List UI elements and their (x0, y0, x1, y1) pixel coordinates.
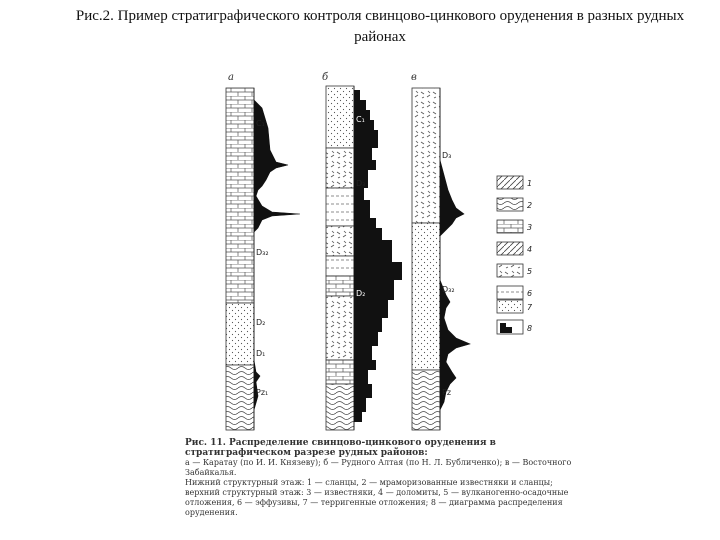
column-c-label-d3: D₃ (442, 151, 452, 160)
legend-num-6: 6 (527, 289, 533, 298)
column-b-label-c1: C₁ (356, 115, 365, 124)
legend-num-7: 7 (527, 303, 533, 312)
column-b-label-d3: D₃ (356, 179, 366, 188)
column-a-label-d1: D₁ (256, 349, 266, 358)
legend-num-1: 1 (527, 179, 533, 188)
column-c-label-pz: Pz (442, 388, 452, 397)
legend-num-4: 4 (527, 245, 533, 254)
caption-line: оруденения. (185, 508, 238, 517)
column-c-letter: в (411, 72, 417, 83)
column-a-label-d2: D₂ (256, 318, 266, 327)
caption-line: Нижний структурный этаж: 1 — сланцы, 2 — мраморизованные известняки и сланцы; (185, 478, 553, 487)
column-a-label-d32: D₃₂ (256, 248, 269, 257)
caption-line: а — Каратау (по И. И. Князеву); б — Рудного Алтая (по Н. Л. Бубличенко); в — Восточного Забайкалья. (185, 458, 572, 477)
column-a-label-c1: C₁ (256, 119, 265, 128)
figure-caption (185, 438, 590, 518)
column-a (226, 72, 300, 430)
column-c (411, 72, 470, 430)
column-b-letter: б (322, 72, 329, 83)
legend-num-2: 2 (527, 201, 533, 210)
column-c-label-d32: D₃₂ (442, 285, 455, 294)
legend-num-5: 5 (527, 267, 533, 276)
page-title: Рис.2. Пример стратиграфического контроля свинцово-цинкового оруденения в разных рудных районах (75, 8, 685, 45)
column-b-label-d2: D₂ (356, 289, 366, 298)
caption-line: верхний структурный этаж: 3 — известняки, 4 — доломиты, 5 — вулканогенно-осадочные (185, 488, 569, 497)
legend-num-8: 8 (527, 324, 533, 333)
column-a-label-pz1: Pz₁ (256, 388, 269, 397)
caption-lead: Рис. 11. Распределение свинцово-цинкового оруденения в стратиграфическом разрезе рудных районов: (185, 438, 496, 458)
caption-line: отложения, 6 — эффузивы, 7 — терригенные отложения; 8 — диаграмма распределения (185, 498, 563, 507)
column-b (322, 72, 402, 430)
column-a-letter: а (228, 72, 234, 83)
legend-num-3: 3 (527, 223, 533, 232)
legend (497, 176, 533, 334)
